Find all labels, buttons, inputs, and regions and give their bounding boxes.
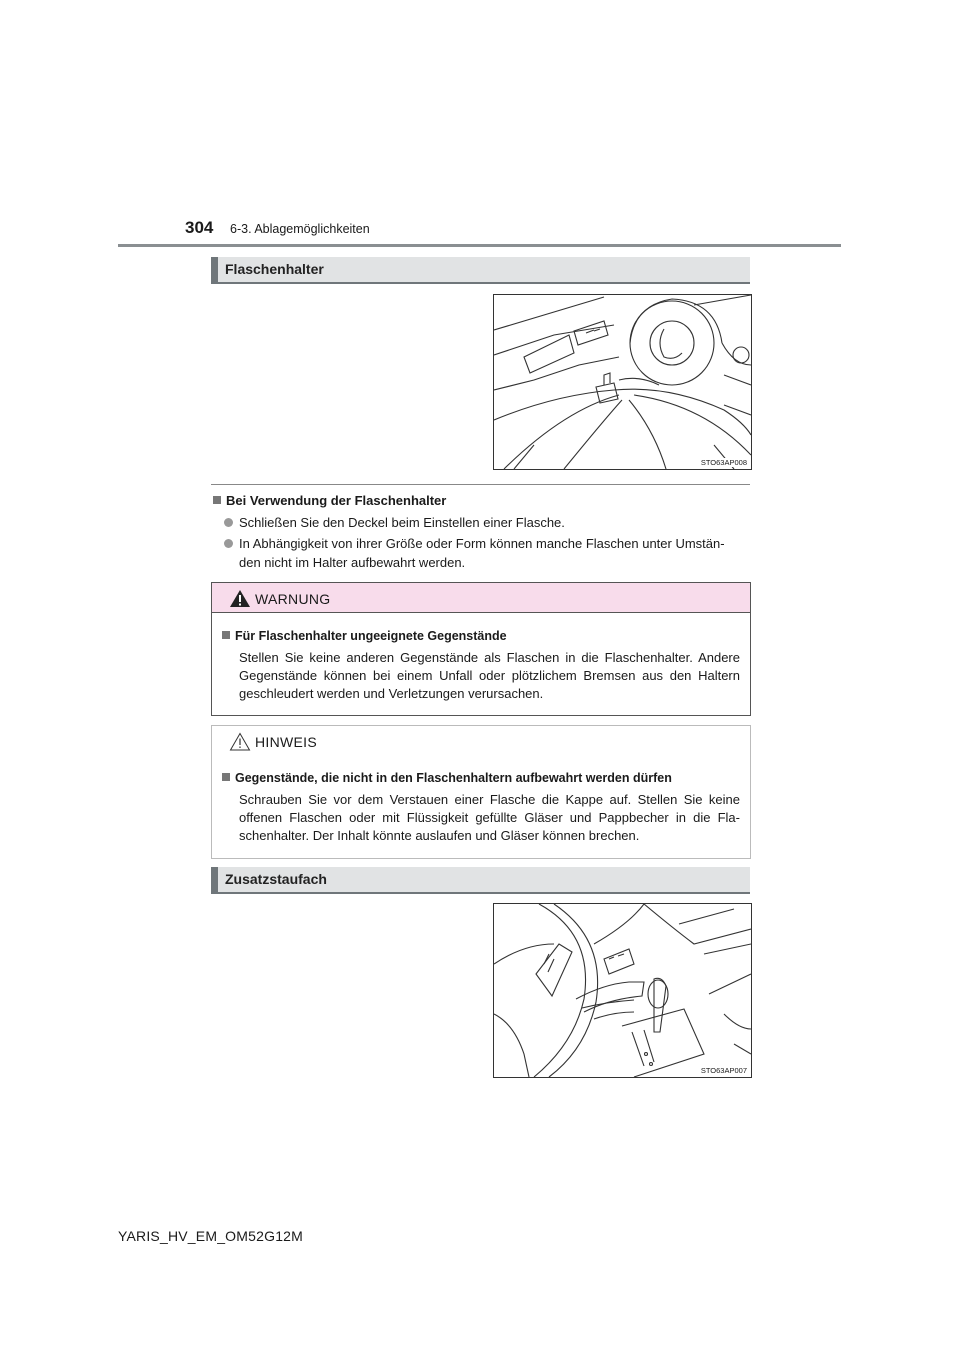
square-bullet-icon xyxy=(222,631,230,639)
usage-bullet-text: In Abhängigkeit von ihrer Größe oder Form können manche Flaschen unter Umstän- xyxy=(239,536,725,551)
usage-divider xyxy=(211,484,750,485)
bottle-holder-drawing xyxy=(494,295,751,469)
round-bullet-icon xyxy=(224,518,233,527)
warning-label: WARNUNG xyxy=(255,591,331,607)
bottle-holder-illustration xyxy=(493,294,752,470)
section-heading-flaschenhalter xyxy=(211,257,750,284)
warning-body xyxy=(212,613,750,703)
document-code: YARIS_HV_EM_OM52G12M xyxy=(118,1228,304,1244)
section-heading-zusatzstaufach xyxy=(211,867,750,894)
section-heading-bar xyxy=(211,257,218,284)
header-divider xyxy=(118,244,841,247)
square-bullet-icon xyxy=(213,496,221,504)
section-heading-bar xyxy=(211,867,218,894)
auxiliary-box-drawing xyxy=(494,904,751,1077)
usage-bullet xyxy=(224,514,565,532)
notice-item-title xyxy=(222,769,740,787)
notice-item-text: Schrauben Sie vor dem Verstauen einer Flasche die Kappe auf. Stellen Sie keine offenen Flaschen oder mit Flüssigkeit gefüllte Gläser und Pappbecher in die Fla-schenhalter. Der Inhalt könnte auslaufen und Gläser können brechen. xyxy=(239,792,740,843)
notice-box xyxy=(211,725,751,859)
notice-header xyxy=(212,726,750,755)
section-reference: 6-3. Ablagemöglichkeiten xyxy=(230,222,370,236)
notice-item-title-text: Gegenstände, die nicht in den Flaschenhaltern aufbewahrt werden dürfen xyxy=(235,771,672,785)
auxiliary-box-illustration xyxy=(493,903,752,1078)
warning-item-title-text: Für Flaschenhalter ungeeignete Gegenstände xyxy=(235,629,507,643)
warning-header xyxy=(212,583,750,613)
usage-bullet xyxy=(224,535,725,553)
round-bullet-icon xyxy=(224,539,233,548)
caution-outline-icon xyxy=(229,732,251,751)
section-heading-text: Zusatzstaufach xyxy=(225,871,327,887)
warning-triangle-icon xyxy=(229,589,251,608)
usage-heading-text: Bei Verwendung der Flaschenhalter xyxy=(226,493,447,508)
usage-bullet-text: Schließen Sie den Deckel beim Einstellen einer Flasche. xyxy=(239,515,565,530)
warning-box xyxy=(211,582,751,716)
notice-body xyxy=(212,755,750,845)
usage-heading xyxy=(213,492,446,510)
warning-item-title xyxy=(222,627,740,645)
warning-item-text: Stellen Sie keine anderen Gegenstände als Flaschen in die Flaschenhalter. Andere Gegenstände können bei einem Unfall oder plötzlichem Bremsen aus den Haltern geschleudert werden und Verletzungen verursachen. xyxy=(239,650,740,701)
section-heading-text: Flaschenhalter xyxy=(225,261,324,277)
page-number: 304 xyxy=(185,218,214,237)
usage-bullet-continuation: den nicht im Halter aufbewahrt werden. xyxy=(239,555,466,570)
notice-label: HINWEIS xyxy=(255,734,317,750)
square-bullet-icon xyxy=(222,773,230,781)
figure-code: STO63AP008 xyxy=(700,458,747,467)
figure-code: STO63AP007 xyxy=(700,1066,747,1075)
